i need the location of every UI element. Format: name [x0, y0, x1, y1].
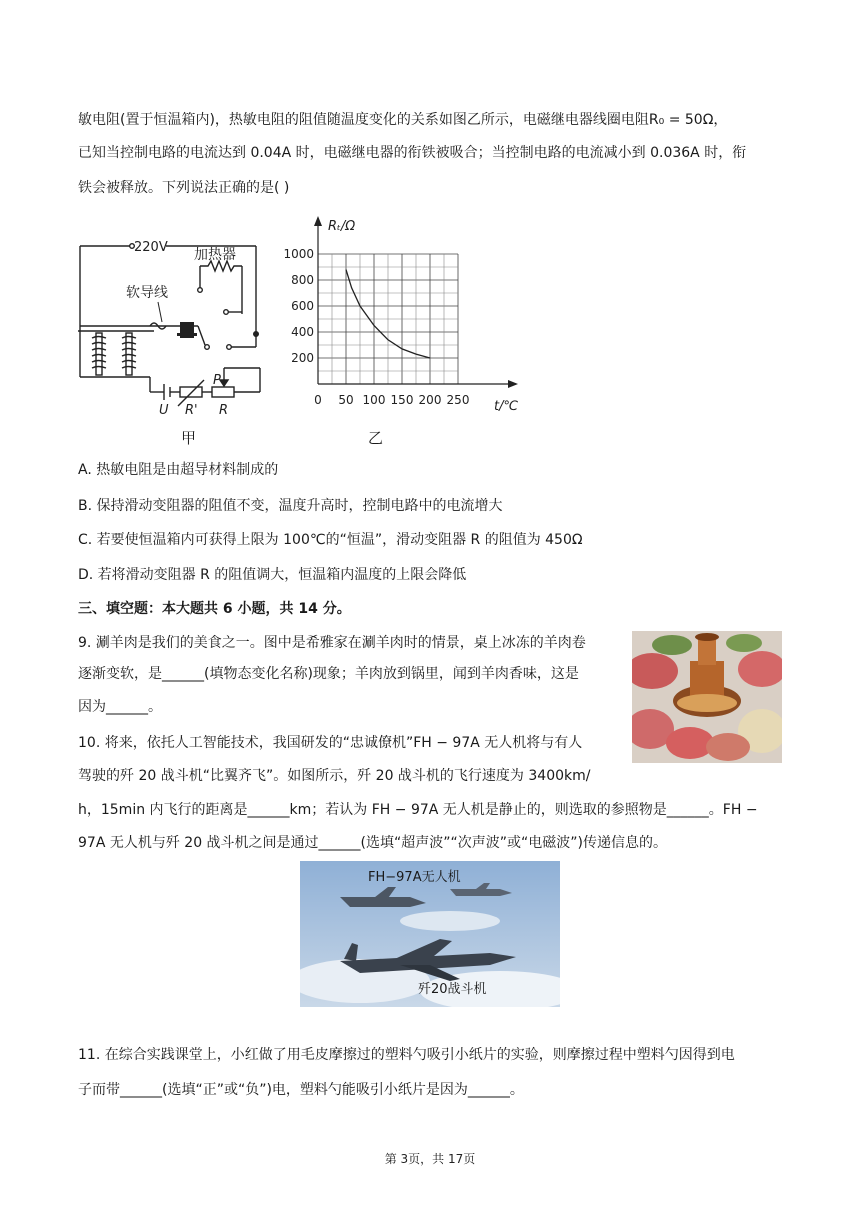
chart-y-tick-label: 600 [291, 299, 314, 313]
drone-label: FH−97A无人机 [368, 870, 461, 885]
circuit-diagram-jia [70, 230, 270, 420]
chart-x-tick-label: 250 [446, 393, 470, 407]
q10-text-line3: h，15min 内飞行的距离是______km；若认为 FH − 97A 无人机是静止的，则选取的参照物是______。FH − [78, 802, 758, 818]
q10-text-line1: 10. 将来，依托人工智能技术，我国研发的“忠诚僚机”FH − 97A 无人机将与有人 [78, 735, 583, 751]
chart-y-tick-label: 1000 [283, 247, 314, 261]
q8-text-line3: 铁会被释放。下列说法正确的是( ) [78, 180, 290, 196]
thermistor-label: R' [185, 403, 198, 418]
heater-label: 加热器 [194, 247, 236, 263]
hotpot-photo [632, 631, 782, 763]
chart-y-tick-label: 400 [291, 325, 314, 339]
q10-text-line2: 驾驶的歼 20 战斗机“比翼齐飞”。如图所示，歼 20 战斗机的飞行速度为 3400km/ [78, 768, 591, 784]
voltage-label: 220V [134, 240, 168, 255]
chart-x-tick-label: 200 [418, 393, 442, 407]
figure-yi-caption: 乙 [368, 429, 384, 447]
q8-option-a: A. 热敏电阻是由超导材料制成的 [78, 462, 279, 478]
chart-y-arrow [314, 216, 322, 226]
q8-text-line1: 敏电阻(置于恒温箱内)，热敏电阻的阻值随温度变化的关系如图乙所示，电磁继电器线圈电阻R₀ = 50Ω， [78, 112, 728, 128]
chart-y-tick-label: 200 [291, 351, 314, 365]
chart-x-tick-label: 50 [338, 393, 354, 407]
q9-text-line2: 逐渐变软，是______(填物态变化名称)现象；羊肉放到锅里，闻到羊肉香味，这是 [78, 666, 579, 682]
slider-p-label: P [213, 373, 221, 388]
q10-text-line4: 97A 无人机与歼 20 战斗机之间是通过______(选填“超声波”“次声波”或“电磁波”)传递信息的。 [78, 835, 667, 851]
q8-option-c: C. 若要使恒温箱内可获得上限为 100℃的“恒温”，滑动变阻器 R 的阻值为 450Ω [78, 532, 583, 548]
chart-ylabel: Rₜ/Ω [328, 219, 356, 234]
section3-heading: 三、填空题：本大题共 6 小题，共 14 分。 [78, 601, 351, 617]
chart-y-tick-label: 800 [291, 273, 314, 287]
chart-x-arrow [508, 380, 518, 388]
chart-x-tick-label: 150 [390, 393, 414, 407]
voltage-u-label: U [159, 403, 169, 418]
q11-text-line2: 子而带______(选填“正”或“负”)电，塑料勺能吸引小纸片是因为______。 [78, 1082, 524, 1098]
q8-option-b: B. 保持滑动变阻器的阻值不变，温度升高时，控制电路中的电流增大 [78, 498, 503, 514]
thermistor-chart [280, 212, 530, 417]
q8-option-d: D. 若将滑动变阻器 R 的阻值调大，恒温箱内温度的上限会降低 [78, 567, 467, 583]
q9-text-line3: 因为______。 [78, 699, 162, 715]
rheostat-label: R [219, 403, 229, 418]
q8-text-line2: 已知当控制电路的电流达到 0.04A 时，电磁继电器的衔铁被吸合；当控制电路的电流减小到 0.036A 时，衔 [78, 145, 747, 161]
chart-xlabel: t/℃ [494, 399, 519, 414]
figure-jia-caption: 甲 [181, 429, 197, 447]
q11-text-line1: 11. 在综合实践课堂上，小红做了用毛皮摩擦过的塑料勺吸引小纸片的实验，则摩擦过程中塑料勺因得到电 [78, 1047, 735, 1063]
q9-text-line1: 9. 涮羊肉是我们的美食之一。图中是希雅家在涮羊肉时的情景，桌上冰冻的羊肉卷 [78, 635, 586, 651]
page-footer: 第 3页，共 17页 [384, 1152, 476, 1166]
soft-wire-label: 软导线 [126, 285, 168, 301]
chart-x-tick-label: 100 [362, 393, 386, 407]
chart-x-tick-label: 0 [314, 393, 322, 407]
aircraft-photo [300, 861, 560, 1007]
fighter-label: 歼20战斗机 [418, 982, 487, 997]
